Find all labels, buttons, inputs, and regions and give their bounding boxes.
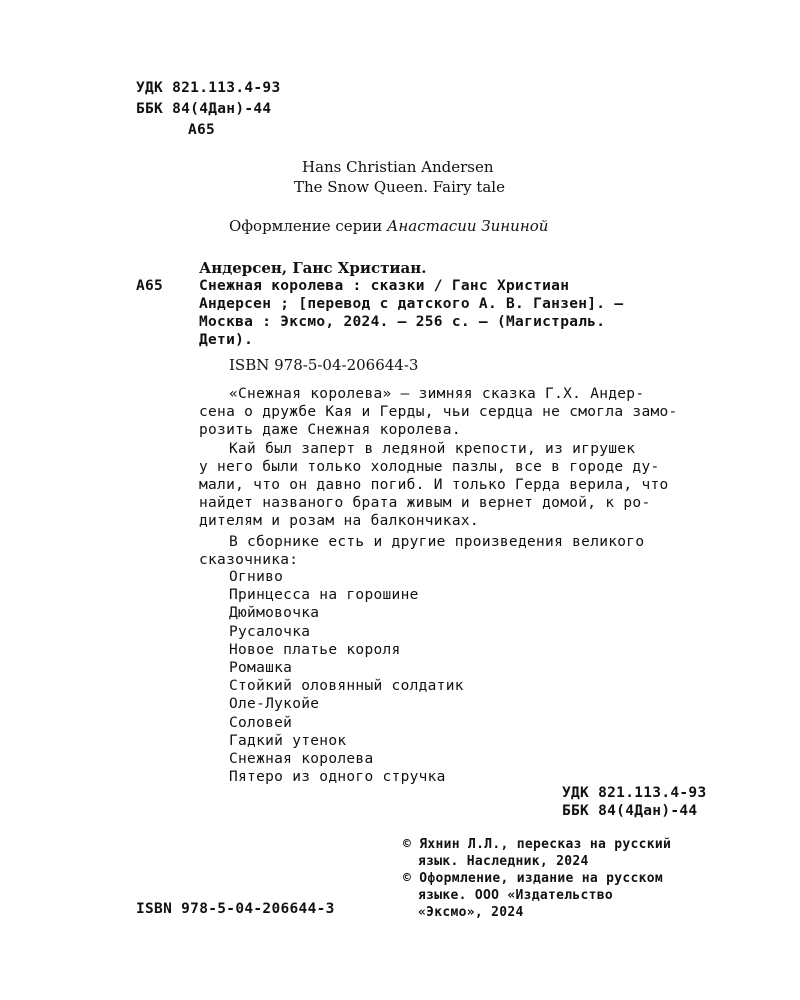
contents-item: Новое платье короля	[229, 641, 401, 658]
entry-description	[199, 277, 719, 349]
entry-author-heading: Андерсен, Ганс Христиан.	[199, 259, 427, 277]
annotation-line: розить даже Снежная королева.	[199, 422, 461, 438]
series-designer: Анастасии Зининой	[387, 217, 549, 235]
annotation-line: сказочника:	[199, 552, 299, 568]
entry-line: Андерсен ; [перевод с датского А. В. Ганзен]. —	[199, 296, 624, 312]
contents-item: Гадкий утенок	[229, 732, 347, 749]
annotation-line: у него были только холодные пазлы, все в городе ду-	[199, 459, 660, 475]
annotation-line: дителям и розам на балкончиках.	[199, 513, 479, 529]
annotation-line: мали, что он давно погиб. И только Герда верила, что	[199, 477, 669, 493]
contents-item: Пятеро из одного стручка	[229, 769, 446, 786]
original-author: Hans Christian Andersen	[302, 158, 494, 176]
entry-line: Снежная королева : сказки / Ганс Христиан	[199, 278, 570, 294]
footer-codes	[562, 784, 706, 820]
copyright-line: © Яхнин Л.Л., пересказ на русский	[403, 837, 672, 852]
contents-item: Дюймовочка	[229, 605, 320, 622]
udk-code-top: УДК 821.113.4-93	[136, 80, 281, 96]
contents-item: Снежная королева	[229, 751, 374, 768]
annotation-line: найдет названого брата живым и вернет домой, к ро-	[199, 495, 651, 511]
contents-list	[229, 568, 464, 786]
entry-author-mark: А65	[136, 278, 164, 294]
udk-code-bottom: УДК 821.113.4-93	[562, 785, 707, 801]
entry-line: Дети).	[199, 332, 254, 348]
isbn-bottom: ISBN 978-5-04-206644-3	[136, 901, 335, 917]
copyright-line: © Оформление, издание на русском	[403, 871, 664, 886]
original-title: The Snow Queen. Fairy tale	[294, 178, 505, 196]
author-mark-top: А65	[188, 122, 216, 138]
contents-item: Соловей	[229, 714, 293, 731]
entry-line: Москва : Эксмо, 2024. — 256 с. — (Магистраль.	[199, 314, 606, 330]
annotation-paragraph-3	[199, 533, 719, 569]
contents-item: Русалочка	[229, 623, 311, 640]
bbk-code-bottom: ББК 84(4Дан)-44	[562, 803, 698, 819]
annotation-line: Кай был заперт в ледяной крепости, из игрушек	[229, 441, 636, 457]
annotation-line: сена о дружбе Кая и Герды, чьи сердца не смогла замо-	[199, 404, 678, 420]
bbk-code-top: ББК 84(4Дан)-44	[136, 101, 272, 117]
annotation-line: В сборнике есть и другие произведения великого	[229, 534, 645, 550]
copyright-line: язык. Наследник, 2024	[418, 854, 589, 869]
series-design-label: Оформление серии	[229, 217, 383, 235]
copyright-block	[403, 836, 671, 921]
copyright-line: языке. ООО «Издательство	[418, 888, 614, 903]
annotation-paragraph-1	[199, 385, 719, 439]
copyright-line: «Эксмо», 2024	[418, 905, 524, 920]
entry-isbn: ISBN 978-5-04-206644-3	[229, 356, 419, 374]
contents-item: Оле-Лукойе	[229, 696, 320, 713]
contents-item: Огниво	[229, 569, 284, 585]
contents-item: Ромашка	[229, 660, 293, 677]
contents-item: Принцесса на горошине	[229, 587, 419, 604]
annotation-line: «Снежная королева» — зимняя сказка Г.Х. Андер-	[229, 386, 645, 402]
contents-item: Стойкий оловянный солдатик	[229, 678, 464, 695]
annotation-paragraph-2	[199, 440, 719, 530]
series-design	[229, 217, 548, 235]
